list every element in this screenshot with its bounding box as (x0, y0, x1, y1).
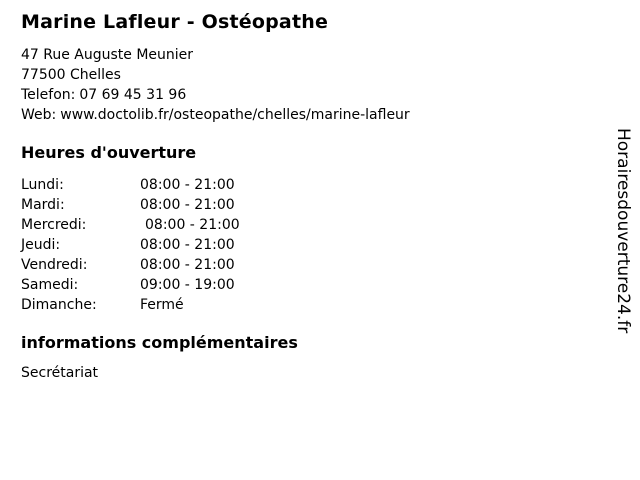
day-label: Lundi: (21, 177, 64, 193)
phone-label: Telefon: (21, 87, 76, 103)
day-label: Samedi: (21, 277, 79, 293)
extra-info-heading: informations complémentaires (21, 333, 298, 352)
day-label: Mercredi: (21, 217, 87, 233)
extra-info-text: Secrétariat (21, 365, 99, 381)
web-url: www.doctolib.fr/osteopathe/chelles/marine-lafleur (60, 107, 410, 123)
page-title: Marine Lafleur - Ostéopathe (21, 11, 329, 33)
day-label: Dimanche: (21, 297, 97, 313)
watermark-site-branding: Horairesdouverture24.fr (613, 128, 633, 334)
web-label: Web: (21, 107, 57, 123)
opening-hours-table (21, 175, 240, 315)
phone-line (21, 85, 410, 105)
opening-hours-row-wednesday (21, 215, 240, 235)
hours-value: 08:00 - 21:00 (140, 177, 235, 193)
opening-hours-row-thursday (21, 235, 240, 255)
address-street: 47 Rue Auguste Meunier (21, 47, 194, 63)
address-city: 77500 Chelles (21, 67, 121, 83)
day-label: Jeudi: (21, 237, 61, 253)
contact-block (21, 45, 410, 125)
day-label: Vendredi: (21, 257, 88, 273)
hours-value: 08:00 - 21:00 (140, 197, 235, 213)
hours-value: 08:00 - 21:00 (140, 237, 235, 253)
hours-value: 09:00 - 19:00 (140, 277, 235, 293)
opening-hours-row-saturday (21, 275, 240, 295)
web-line (21, 105, 410, 125)
hours-value: 08:00 - 21:00 (140, 257, 235, 273)
opening-hours-row-tuesday (21, 195, 240, 215)
opening-hours-row-monday (21, 175, 240, 195)
hours-value: Fermé (140, 297, 184, 313)
day-label: Mardi: (21, 197, 65, 213)
opening-hours-row-friday (21, 255, 240, 275)
hours-value: 08:00 - 21:00 (145, 217, 240, 233)
opening-hours-row-sunday (21, 295, 240, 315)
phone-number: 07 69 45 31 96 (79, 87, 187, 103)
opening-hours-heading: Heures d'ouverture (21, 143, 197, 162)
